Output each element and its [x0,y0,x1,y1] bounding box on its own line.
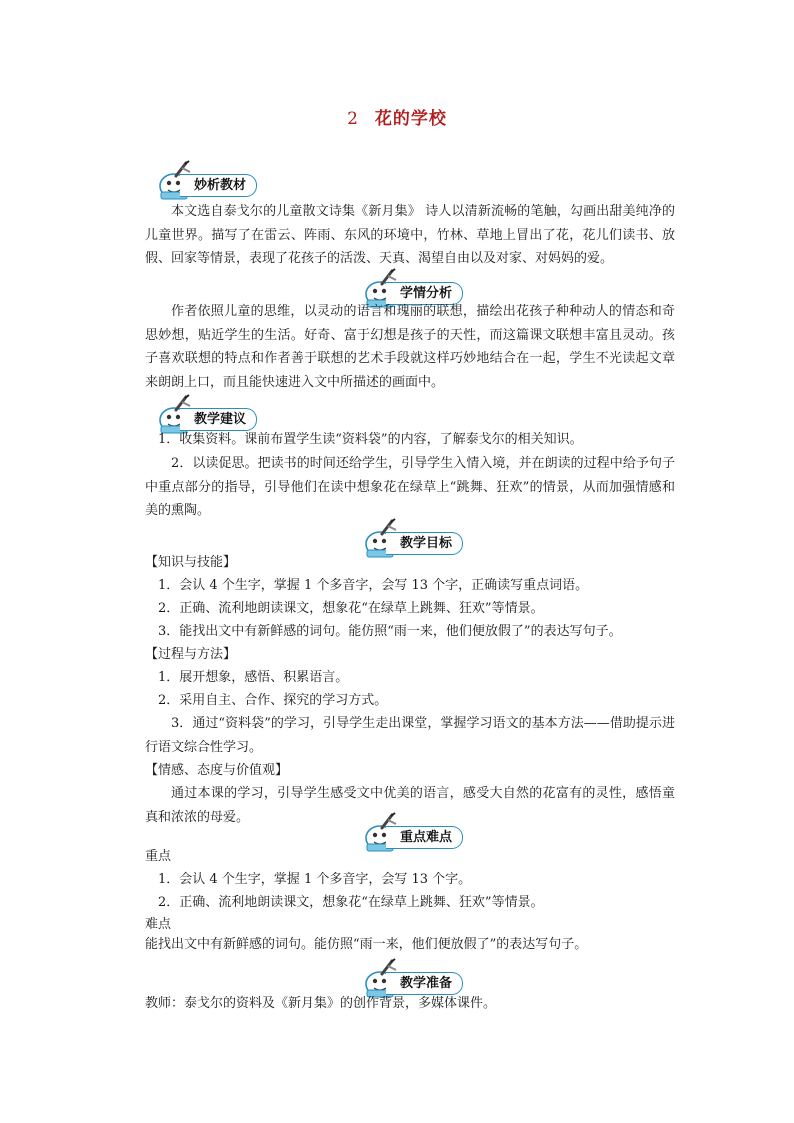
section-heading: 学情分析 [386,282,463,305]
difficulty-item: 能找出文中有新鲜感的词句。能仿照“雨一来，他们便放假了”的表达写句子。 [145,937,588,952]
section-heading: 妙析教材 [180,174,257,197]
focus-item: 2．正确、流利地朗读课文，想象花“在绿草上跳舞、狂欢”等情景。 [158,895,544,910]
goal-item: 2．正确、流利地朗读课文，想象花“在绿草上跳舞、狂欢”等情景。 [158,601,544,616]
advice-item: 2．以读促思。把读书的时间还给学生，引导学生入情入境，并在朗读的过程中给予句子中重点部分的指导，引导他们在读中想象花在绿草上“跳舞、狂欢”的情景，从而加强情感和美的熏陶。 [145,456,675,518]
preparation-text: 教师：泰戈尔的资料及《新月集》的创作背景，多媒体课件。 [145,996,497,1011]
goal-subheading: 【情感、态度与价值观】 [145,763,289,778]
section-heading: 教学目标 [386,532,463,555]
goal-item: 3．能找出文中有新鲜感的词句。能仿照“雨一来，他们便放假了”的表达写句子。 [158,624,622,639]
section-heading: 教学建议 [180,408,257,431]
section-heading: 重点难点 [386,826,463,849]
lesson-title [0,104,794,129]
goal-item: 1．会认 4 个生字，掌握 1 个多音字，会写 13 个字，正确读写重点词语。 [158,578,589,593]
difficulty-label: 难点 [145,917,172,932]
students-paragraph: 作者依照儿童的思维，以灵动的语言和瑰丽的联想，描绘出花孩子种种动人的情态和奇思妙想，贴近学生的生活。好奇、富于幻想是孩子的天性，而这篇课文联想丰富且灵动。孩子喜欢联想的特点和作者善于联想的艺术手段就这样巧妙地结合在一起，学生不光读起文章来朗朗上口，而且能快速进入文中所描述的画面中。 [145,304,675,390]
advice-item: 1．收集资料。课前布置学生读“资料袋”的内容，了解泰戈尔的相关知识。 [158,432,583,447]
goal-item: 3．通过“资料袋”的学习，引导学生走出课堂，掌握学习语文的基本方法——借助提示进行语文综合性学习。 [145,716,675,755]
goal-item: 2．采用自主、合作、探究的学习方式。 [158,693,388,708]
lesson-title-text: 花的学校 [374,109,447,129]
goal-item: 1．展开想象，感悟、积累语言。 [158,670,349,685]
goal-subheading: 【知识与技能】 [145,555,237,570]
focus-label: 重点 [145,849,172,864]
focus-item: 1．会认 4 个生字，掌握 1 个多音字，会写 13 个字。 [158,872,472,887]
goal-subheading: 【过程与方法】 [145,647,237,662]
goal-item: 通过本课的学习，引导学生感受文中优美的语言，感受大自然的花富有的灵性，感悟童真和浓浓的母爱。 [145,786,675,825]
section-heading: 教学准备 [386,972,463,995]
analysis-paragraph: 本文选自泰戈尔的儿童散文诗集《新月集》 诗人以清新流畅的笔触，勾画出甜美纯净的儿童世界。描写了在雷云、阵雨、东风的环境中，竹林、草地上冒出了花，花儿们读书、放假、回家等情景，表现了花孩子的活泼、天真、渴望自由以及对家、对妈妈的爱。 [145,204,675,266]
lesson-number: 2 [347,109,359,129]
